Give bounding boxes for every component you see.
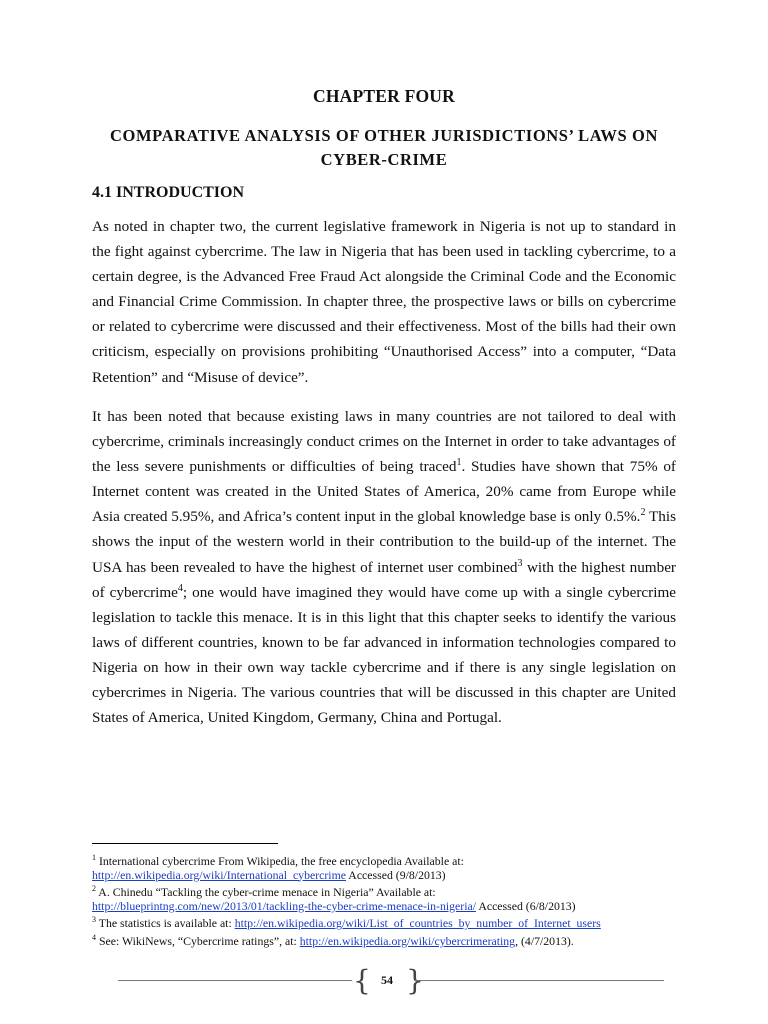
footnote-text: A. Chinedu “Tackling the cyber-crime menace in Nigeria” Available at: [96,885,436,900]
footnote-reference[interactable]: 3 [517,557,523,569]
footnote-link[interactable]: http://blueprintng.com/new/2013/01/tackling-the-cyber-crime-menace-in-nigeria/ [92,898,477,913]
page-number: 54 [381,973,393,987]
footnote-text: The statistics is available at: [96,916,235,931]
chapter-title: CHAPTER FOUR [313,86,455,106]
paragraph-text: with the highest number of cybercrime [92,558,676,601]
footnote-2 [92,882,692,900]
footnote-number: 2 [92,884,96,894]
paragraph-text: It has been noted that because existing laws in many countries are not tailored to deal with cybercrime, criminals increasingly conduct crimes on the Internet in order to take advantages of the less severe punishments or difficulties of being traced [92,408,676,476]
footnote-4 [92,931,692,949]
footnote-1 [92,851,692,869]
footnotes [92,851,692,948]
page-footer [118,966,664,996]
footnote-text: See: WikiNews, “Cybercrime ratings”, at: [96,933,300,948]
footnote-reference[interactable]: 1 [456,457,462,469]
footnote-reference[interactable]: 4 [177,582,183,594]
paragraph-intro: As noted in chapter two, the current legislative framework in Nigeria is not up to standard in the fight against cybercrime. The law in Nigeria that has been used in tackling cybercrime, to a certain degree, is the Advanced Free Fraud Act alongside the Criminal Code and the Economic and Financial Crime Commission. In chapter three, the prospective laws or bills on cybercrime or related to cybercrime were discussed and their effectiveness. Most of the bills had their own criticism, especially on provisions prohibiting “Unauthorised Access” into a computer, “Data Retention” and “Misuse of device”. [92,218,676,386]
left-brace-icon: { [353,964,371,997]
footnote-divider [92,843,278,844]
footnote-number: 4 [92,932,96,942]
footnote-link[interactable]: http://en.wikipedia.org/wiki/cybercrimerating [299,933,516,948]
section-heading: 4.1 INTRODUCTION [92,184,245,201]
footnote-3 [92,913,692,931]
footer-rule-left [118,980,352,981]
footnote-link[interactable]: http://en.wikipedia.org/wiki/List_of_countries_by_number_of_Internet_users [234,916,601,931]
footnote-2-link-line [92,900,692,914]
footnote-text: International cybercrime From Wikipedia, the free encyclopedia Available at: [96,853,464,868]
paragraph-second [92,404,676,730]
paragraph-text: ; one would have imagined they would have come up with a single cybercrime legislation to tackle this menace. It is in this light that this chapter seeks to identify the various laws of different countries, known to be far advanced in information technologies compared to Nigeria on how in their own way tackle cybercrime and if there is any single legislation on cybercrimes in Nigeria. The various countries that will be discussed in this chapter are United States of America, United Kingdom, Germany, China and Portugal. [92,583,676,727]
footnote-number: 1 [92,853,96,862]
footnote-link[interactable]: http://en.wikipedia.org/wiki/International_cybercrime [92,867,346,882]
paragraph-text: . Studies have shown that 75% of Internet content was created in the United States of America, 20% came from Europe while Asia created 5.95%, and Africa’s content input in the global knowledge base is only 0.5%. [92,458,676,526]
paragraph-text: This shows the input of the western world in their contribution to the build-up of the internet. The USA has been revealed to have the highest of internet user combined [92,508,676,576]
footnote-text: Accessed (9/8/2013) [346,867,446,882]
footnote-text: Accessed (6/8/2013) [476,898,576,913]
footer-rule-right [414,980,664,981]
footnote-reference[interactable]: 2 [640,507,646,519]
right-brace-icon: } [406,964,424,997]
footnote-number: 3 [92,915,96,925]
footnote-text: , (4/7/2013). [515,933,574,948]
footnote-1-link-line [92,869,692,883]
chapter-subtitle: COMPARATIVE ANALYSIS OF OTHER JURISDICTIONS’ LAWS ON CYBER-CRIME [110,126,658,169]
